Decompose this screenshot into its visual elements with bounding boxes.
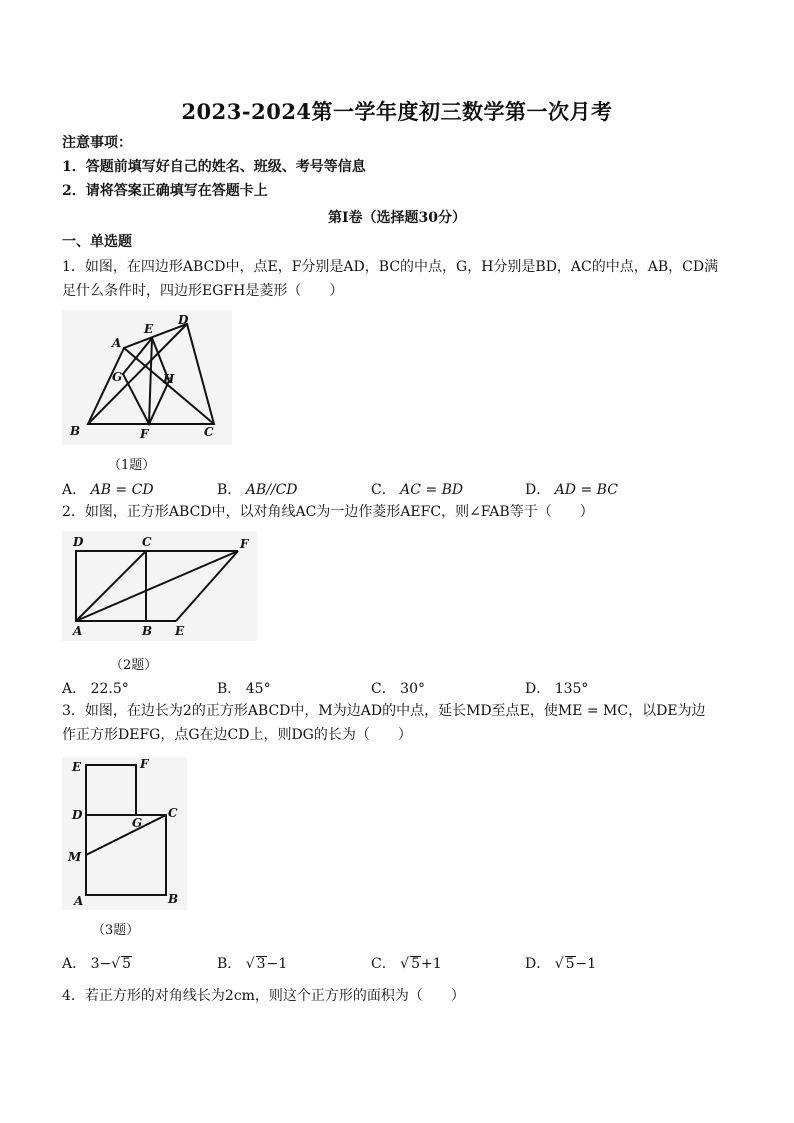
fig1-label-a: A — [112, 336, 122, 350]
q3-option-b[interactable]: B． √ 3−1 — [217, 956, 288, 972]
question-3-line-1: 3．如图，在边长为2的正方形ABCD中，M为边AD的中点，延长MD至点E，使ME = MC，以DE为边 — [62, 703, 706, 719]
q1-option-b[interactable]: B． AB//CD — [217, 482, 298, 498]
question-2-line-1: 2．如图，正方形ABCD中，以对角线AC为一边作菱形AEFC，则∠FAB等于（ ） — [62, 504, 594, 520]
sqrt-icon: √ — [400, 956, 410, 972]
fig1-label-e: E — [144, 322, 154, 336]
section-heading: 一、单选题 — [62, 234, 132, 250]
q3-option-a[interactable]: A． 3−√ 5 — [62, 956, 132, 972]
q1-option-a[interactable]: A． AB = CD — [62, 482, 154, 498]
q2-option-d[interactable]: D． 135° — [525, 681, 589, 697]
sqrt-icon: √ — [111, 956, 121, 972]
fig2-label-b: B — [142, 624, 153, 638]
fig3-label-d: D — [72, 808, 83, 822]
q2-option-a[interactable]: A． 22.5° — [62, 681, 129, 697]
fig1-label-g: G — [112, 370, 123, 384]
question-1-line-1: 1．如图，在四边形ABCD中，点E，F分别是AD，BC的中点，G，H分别是BD，AC的中点，AB，CD满 — [62, 259, 719, 275]
caption-q2: （2题） — [110, 658, 158, 673]
fig2-label-e: E — [175, 624, 185, 638]
question-4-line-1: 4．若正方形的对角线长为2cm，则这个正方形的面积为（ ） — [62, 988, 465, 1004]
question-4 — [62, 984, 734, 1008]
q3-option-d[interactable]: D． √ 5−1 — [525, 956, 597, 972]
fig2-label-d: D — [73, 535, 84, 549]
fig3-label-f: F — [140, 757, 149, 771]
q2-option-c[interactable]: C． 30° — [371, 681, 425, 697]
figure-q3 — [62, 757, 187, 910]
fig1-label-f: F — [140, 427, 149, 441]
sqrt-icon: √ — [554, 956, 564, 972]
sqrt-icon: √ — [245, 956, 255, 972]
question-1-line-2: 足什么条件时，四边形EGFH是菱形（ ） — [62, 283, 344, 299]
page-title: 2023-2024第一学年度初三数学第一次月考 — [181, 99, 613, 124]
fig3-label-c: C — [168, 806, 178, 820]
fig3-label-m: M — [68, 850, 82, 864]
q1-option-d[interactable]: D． AD = BC — [525, 482, 618, 498]
figure-q2 — [62, 531, 257, 641]
caption-q3: （3题） — [92, 923, 140, 938]
fig1-label-h: H — [163, 372, 175, 386]
fig3-label-g: G — [132, 816, 143, 830]
figure-q1 — [62, 310, 232, 445]
fig3-label-e: E — [72, 760, 82, 774]
q1-option-c[interactable]: C． AC = BD — [371, 482, 464, 498]
fig1-label-b: B — [70, 424, 81, 438]
notice-item-2: 2．请将答案正确填写在答题卡上 — [62, 183, 268, 199]
notice-heading: 注意事项： — [62, 135, 132, 151]
fig1-label-d: D — [178, 313, 189, 327]
fig1-label-c: C — [204, 425, 214, 439]
question-2 — [62, 500, 734, 524]
fig3-label-b: B — [168, 892, 179, 906]
q3-option-c[interactable]: C． √ 5+1 — [371, 956, 442, 972]
question-3 — [62, 699, 734, 747]
notice-item-1: 1．答题前填写好自己的姓名、班级、考号等信息 — [62, 159, 366, 175]
part1-heading: 第Ⅰ卷（选择题30分） — [327, 210, 467, 226]
fig3-label-a: A — [74, 894, 84, 908]
fig2-label-c: C — [142, 535, 152, 549]
fig2-label-f: F — [240, 537, 249, 551]
caption-q1: （1题） — [108, 458, 156, 473]
q2-option-b[interactable]: B． 45° — [217, 681, 271, 697]
fig2-label-a: A — [73, 624, 83, 638]
question-1 — [62, 255, 734, 303]
question-3-line-2: 作正方形DEFG，点G在边CD上，则DG的长为（ ） — [62, 727, 412, 743]
